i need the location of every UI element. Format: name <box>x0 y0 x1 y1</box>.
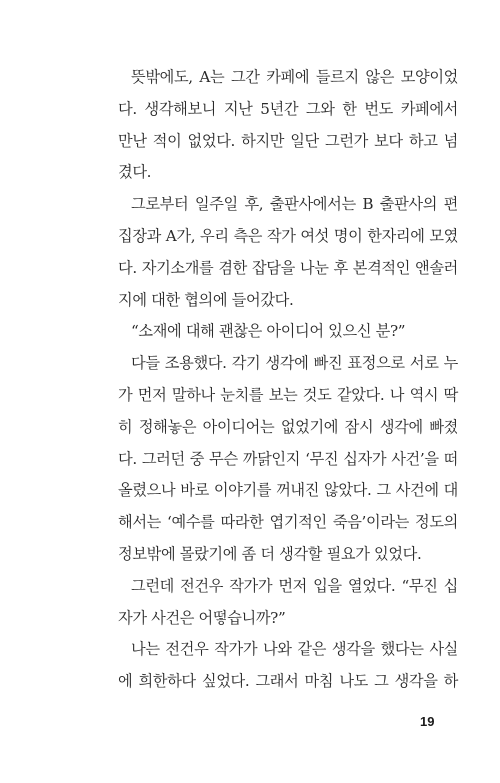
text-line: 가 먼저 말하나 눈치를 보는 것도 같았다. 나 역시 딱 <box>118 385 458 404</box>
text-line: 겼다. <box>118 163 152 182</box>
text-line: 에 희한하다 싶었다. 그래서 마침 나도 그 생각을 하 <box>118 672 458 691</box>
text-line: 만난 적이 없었다. 하지만 일단 그런가 보다 하고 넘 <box>118 131 458 150</box>
body-text <box>118 62 458 698</box>
text-line: “소재에 대해 괜찮은 아이디어 있으신 분?” <box>131 322 406 341</box>
text-line: 나는 전건우 작가가 나와 같은 생각을 했다는 사실 <box>131 640 458 659</box>
text-line: 정보밖에 몰랐기에 좀 더 생각할 필요가 있었다. <box>118 544 422 563</box>
text-line: 올렸으나 바로 이야기를 꺼내진 않았다. 그 사건에 대 <box>118 481 458 500</box>
text-line: 다. 자기소개를 겸한 잡담을 나눈 후 본격적인 앤솔러 <box>118 258 458 277</box>
page-number: 19 <box>420 714 435 729</box>
text-line: 자가 사건은 어떻습니까?” <box>118 608 286 627</box>
text-line: 다. 그러던 중 무슨 까닭인지 ‘무진 십자가 사건’을 떠 <box>118 449 458 468</box>
text-line: 그로부터 일주일 후, 출판사에서는 B 출판사의 편 <box>131 195 458 214</box>
text-line: 뜻밖에도, A는 그간 카페에 들르지 않은 모양이었 <box>131 68 458 86</box>
text-line: 해서는 ‘예수를 따라한 엽기적인 죽음’이라는 정도의 <box>118 513 458 532</box>
text-line: 다들 조용했다. 각기 생각에 빠진 표정으로 서로 누 <box>131 354 458 373</box>
text-line: 다. 생각해보니 지난 5년간 그와 한 번도 카페에서 <box>118 99 458 118</box>
text-line: 히 정해놓은 아이디어는 없었기에 잠시 생각에 빠졌 <box>118 417 458 436</box>
text-line: 지에 대한 협의에 들어갔다. <box>118 290 294 309</box>
text-line: 집장과 A가, 우리 측은 작가 여섯 명이 한자리에 모였 <box>118 226 458 245</box>
text-line: 그런데 전건우 작가가 먼저 입을 열었다. “무진 십 <box>131 576 458 595</box>
